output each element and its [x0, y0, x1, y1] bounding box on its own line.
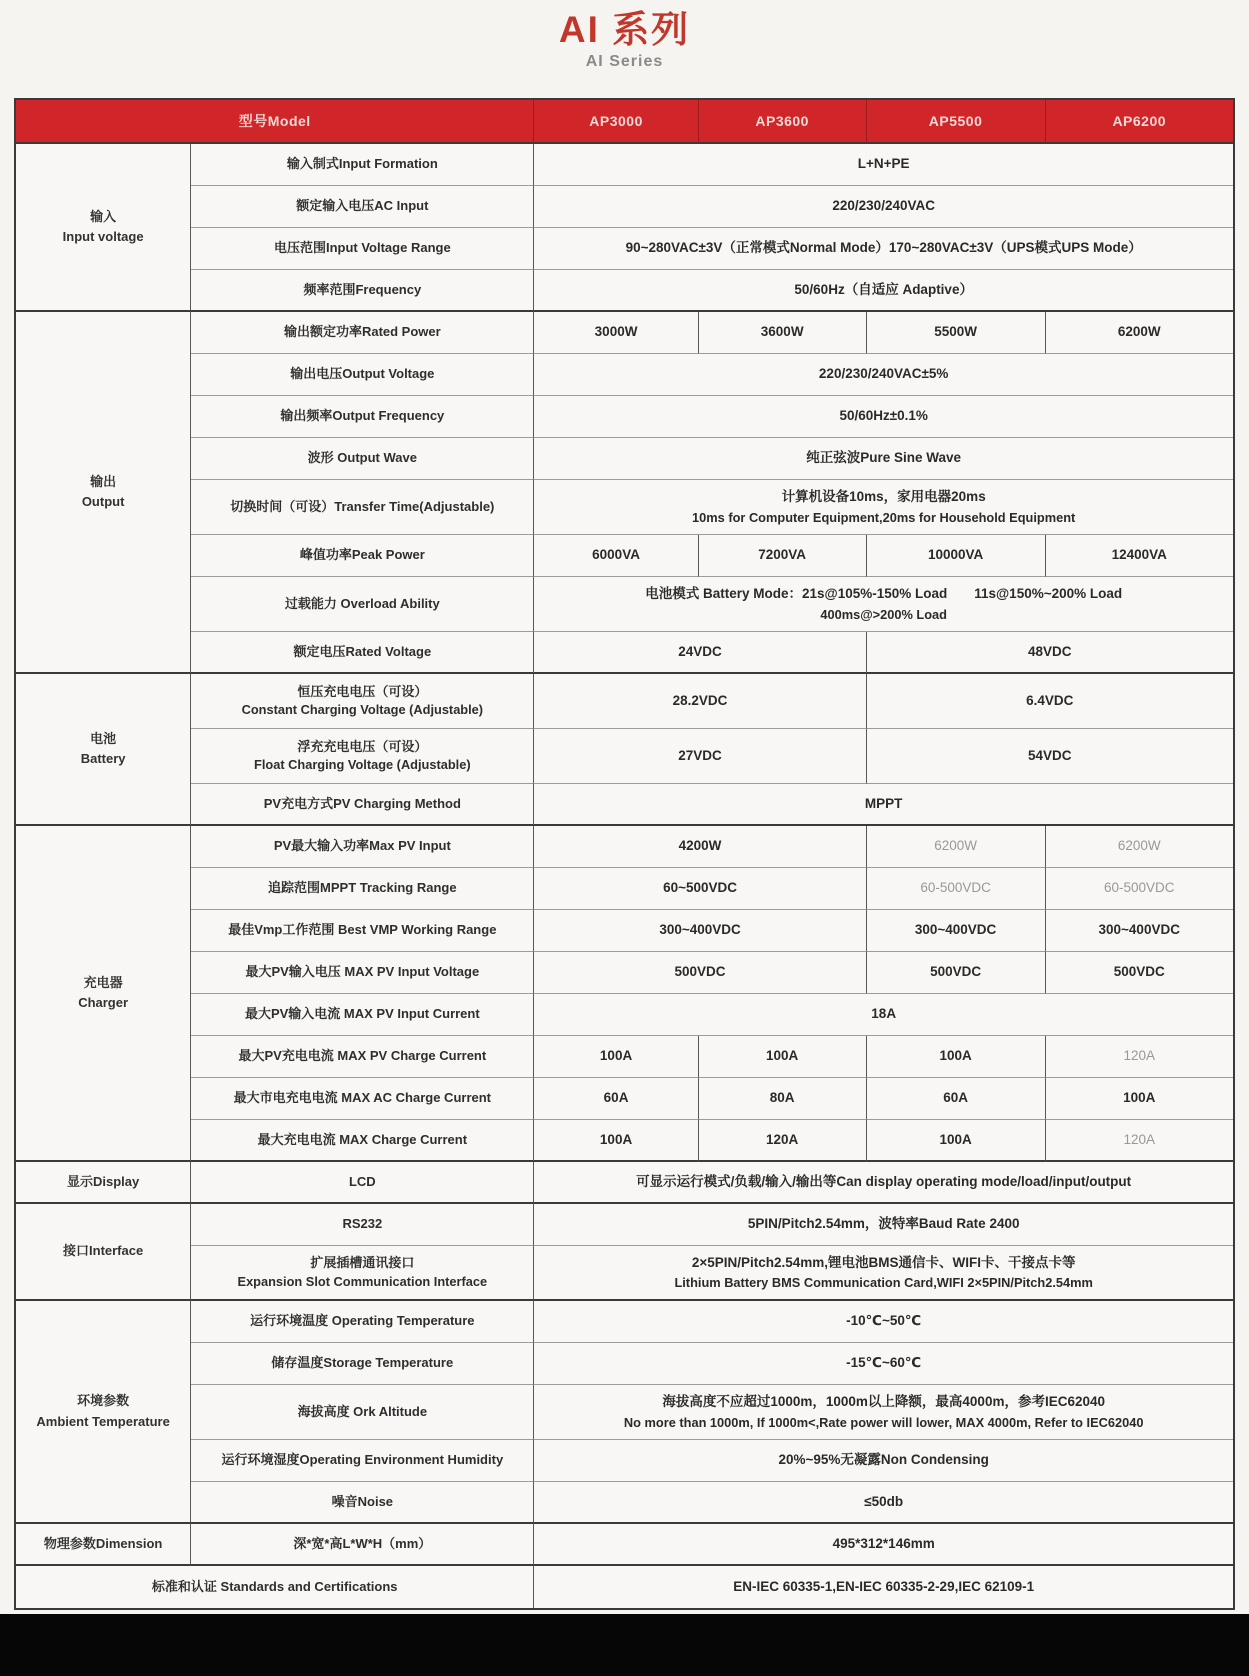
spec-row-label-text: PV最大输入功率Max PV Input — [273, 838, 451, 854]
spec-row-label — [16, 1566, 534, 1608]
spec-value-cell — [534, 1385, 1233, 1440]
spec-value-cell — [534, 729, 866, 784]
group-label-text: 接口Interface — [63, 1243, 144, 1259]
group-label-text: Ambient Temperature — [36, 1413, 170, 1429]
spec-value-cell-text: 60A — [943, 1090, 968, 1106]
spec-value-cell — [534, 1204, 1233, 1246]
spec-row-label — [191, 632, 534, 674]
spec-row-label-text: 储存温度Storage Temperature — [271, 1355, 454, 1371]
spec-value-cell-text: 计算机设备10ms，家用电器20ms — [781, 489, 986, 505]
group-label — [16, 144, 191, 312]
spec-value-cell — [1046, 312, 1233, 354]
spec-value-cell-text: 27VDC — [678, 747, 722, 763]
spec-row-label-text: Constant Charging Voltage (Adjustable) — [241, 702, 484, 718]
spec-value-cell-text: 300~400VDC — [914, 922, 997, 938]
spec-row-label-text: 追踪范围MPPT Tracking Range — [268, 880, 457, 896]
spec-row-label-text: 深*宽*高L*W*H（mm） — [293, 1535, 432, 1551]
spec-value-cell — [1046, 952, 1233, 994]
spec-row-label-text: PV充电方式PV Charging Method — [263, 795, 461, 811]
spec-value-cell-text: 48VDC — [1028, 643, 1072, 659]
spec-row-label-text: 浮充充电电压（可设） — [297, 738, 428, 754]
spec-value-cell — [699, 1120, 867, 1162]
spec-value-cell-text: 50/60Hz±0.1% — [839, 408, 928, 424]
spec-row-label-text: 噪音Noise — [331, 1493, 394, 1509]
spec-value-cell-text: L+N+PE — [857, 156, 910, 172]
spec-value-cell — [1046, 1078, 1233, 1120]
spec-value-cell — [867, 1078, 1046, 1120]
spec-row-label-text: 最大充电电流 MAX Charge Current — [257, 1131, 468, 1147]
spec-value-cell — [534, 228, 1233, 270]
spec-value-cell-text: 3000W — [594, 324, 638, 340]
spec-value-cell — [534, 438, 1233, 480]
spec-row-label — [191, 480, 534, 535]
spec-value-cell-text: 6000VA — [592, 547, 640, 563]
spec-row-label — [191, 952, 534, 994]
spec-row-label — [191, 1078, 534, 1120]
spec-row-label — [191, 674, 534, 729]
spec-row-label — [191, 1385, 534, 1440]
spec-row-label — [191, 144, 534, 186]
page-title: AI 系列 — [558, 9, 691, 50]
spec-row-label — [191, 994, 534, 1036]
spec-row-label-text: 运行环境温度 Operating Temperature — [250, 1313, 475, 1329]
spec-value-cell — [534, 577, 1233, 632]
spec-value-cell — [699, 1078, 867, 1120]
model-column-header-text: AP3000 — [589, 113, 643, 129]
spec-row-label-text: 频率范围Frequency — [303, 281, 422, 297]
spec-value-cell-text: 海拔高度不应超过1000m，1000m以上降额，最高4000m，参考IEC62040 — [662, 1394, 1105, 1410]
spec-value-cell-text: 10000VA — [927, 547, 984, 563]
spec-value-cell-text: 6200W — [1117, 324, 1161, 340]
group-label-text: Output — [81, 494, 125, 509]
spec-value-cell-text: 50/60Hz（自适应 Adaptive） — [794, 281, 973, 297]
model-column-header-text: AP5500 — [928, 113, 983, 129]
spec-row-label — [191, 438, 534, 480]
bottom-black-bar — [0, 1614, 1249, 1676]
spec-value-cell-text: 2×5PIN/Pitch2.54mm,锂电池BMS通信卡、WIFI卡、干接点卡等 — [691, 1254, 1076, 1270]
spec-row-label — [191, 1162, 534, 1204]
model-column-header — [867, 100, 1046, 144]
spec-row-label — [191, 1036, 534, 1078]
spec-value-cell-text: -10℃~50℃ — [846, 1313, 922, 1329]
spec-row-label — [191, 868, 534, 910]
group-label-text: 输出 — [90, 473, 117, 489]
spec-value-cell-text: 20%~95%无凝露Non Condensing — [778, 1452, 989, 1468]
spec-row-label-text: 最大PV输入电流 MAX PV Input Current — [244, 1006, 480, 1022]
spec-value-cell — [534, 994, 1233, 1036]
spec-row-label-text: Expansion Slot Communication Interface — [237, 1273, 488, 1289]
spec-value-cell — [534, 1120, 698, 1162]
model-column-header — [1046, 100, 1233, 144]
spec-value-cell — [867, 952, 1046, 994]
spec-value-cell — [534, 1566, 1233, 1608]
spec-value-cell — [867, 535, 1046, 577]
spec-row-label — [191, 186, 534, 228]
spec-value-cell-text: 28.2VDC — [672, 692, 728, 708]
spec-row-label — [191, 1120, 534, 1162]
spec-row-label-text: 标准和认证 Standards and Certifications — [151, 1578, 398, 1594]
spec-value-cell — [867, 910, 1046, 952]
spec-value-cell — [1046, 535, 1233, 577]
spec-value-cell-text: 24VDC — [678, 643, 722, 659]
spec-value-cell — [534, 480, 1233, 535]
spec-value-cell — [534, 535, 698, 577]
spec-row-label-text: 电压范围Input Voltage Range — [273, 240, 451, 256]
group-label — [16, 1301, 191, 1524]
spec-value-cell — [867, 868, 1046, 910]
spec-row-label-text: 扩展插槽通讯接口 — [310, 1255, 415, 1271]
model-column-header — [534, 100, 698, 144]
model-column-header-text: AP3600 — [755, 113, 809, 129]
group-label-text: 显示Display — [66, 1173, 140, 1189]
spec-value-cell — [534, 784, 1233, 826]
spec-value-cell-text: ≤50db — [864, 1493, 904, 1509]
spec-value-cell-text: 60A — [603, 1090, 629, 1106]
spec-value-cell-text: 220/230/240VAC±5% — [818, 366, 949, 382]
model-header-cell — [16, 100, 534, 144]
spec-value-cell-text: 12400VA — [1111, 547, 1167, 563]
spec-value-cell-text: 5PIN/Pitch2.54mm，波特率Baud Rate 2400 — [747, 1216, 1020, 1232]
spec-value-cell-text: 90~280VAC±3V（正常模式Normal Mode）170~280VAC±3V（UPS模式UPS Mode） — [625, 240, 1142, 256]
spec-row-label-text: 过载能力 Overload Ability — [284, 595, 440, 611]
model-column-header — [699, 100, 867, 144]
spec-value-cell-text: 6200W — [1117, 838, 1161, 854]
spec-value-cell-text: 60~500VDC — [663, 880, 737, 896]
spec-value-cell — [534, 868, 866, 910]
spec-value-cell — [867, 826, 1046, 868]
spec-value-cell-text: 80A — [769, 1090, 795, 1106]
spec-table — [14, 98, 1235, 1610]
group-label-text: 充电器 — [83, 974, 123, 990]
spec-row-label-text: 峰值功率Peak Power — [299, 547, 425, 563]
spec-sheet-page — [0, 10, 1249, 1676]
spec-row-label-text: 恒压充电电压（可设） — [297, 683, 428, 699]
spec-value-cell-text: 6200W — [934, 838, 977, 854]
spec-value-cell — [534, 270, 1233, 312]
group-label-text: 环境参数 — [77, 1393, 130, 1409]
group-label-text: Battery — [80, 751, 126, 766]
spec-row-label-text: Float Charging Voltage (Adjustable) — [254, 757, 471, 773]
group-label — [16, 312, 191, 674]
spec-value-cell-text: 5500W — [934, 324, 977, 340]
spec-value-cell — [534, 186, 1233, 228]
spec-value-cell-text: 500VDC — [1113, 964, 1165, 980]
group-label — [16, 674, 191, 826]
spec-value-cell-text: 3600W — [760, 324, 804, 340]
spec-row-label — [191, 354, 534, 396]
spec-row-label — [191, 396, 534, 438]
spec-value-cell-text: 400ms@>200% Load — [820, 606, 947, 622]
spec-value-cell — [867, 674, 1233, 729]
spec-row-label — [191, 826, 534, 868]
spec-value-cell-text: 495*312*146mm — [832, 1535, 935, 1551]
spec-value-cell-text: 60-500VDC — [920, 880, 991, 896]
spec-value-cell — [534, 354, 1233, 396]
spec-value-cell-text: 500VDC — [930, 964, 982, 980]
spec-row-label-text: 波形 Output Wave — [307, 450, 417, 466]
spec-row-label-text: 最大PV输入电压 MAX PV Input Voltage — [245, 964, 480, 980]
spec-value-cell — [534, 1524, 1233, 1566]
spec-row-label-text: 输入制式Input Formation — [286, 156, 438, 172]
spec-value-cell-text: 100A — [939, 1048, 972, 1064]
spec-value-cell — [534, 952, 866, 994]
spec-value-cell — [867, 729, 1233, 784]
spec-value-cell-text: 7200VA — [758, 547, 807, 563]
model-header-cell-text: 型号Model — [238, 113, 311, 129]
spec-value-cell — [1046, 910, 1233, 952]
spec-value-cell-text: 54VDC — [1028, 747, 1072, 763]
group-label-text: Charger — [78, 995, 129, 1010]
spec-value-cell — [534, 1440, 1233, 1482]
spec-row-label-text: RS232 — [342, 1216, 383, 1232]
spec-value-cell-text: 4200W — [678, 838, 722, 854]
spec-row-label — [191, 1440, 534, 1482]
spec-value-cell-text: 100A — [766, 1048, 799, 1064]
spec-value-cell — [534, 1343, 1233, 1385]
spec-value-cell-text: Lithium Battery BMS Communication Card,WIFI 2×5PIN/Pitch2.54mm — [674, 1275, 1093, 1291]
group-label — [16, 1204, 191, 1301]
spec-row-label-text: 切换时间（可设）Transfer Time(Adjustable) — [230, 498, 495, 514]
spec-row-label-text: 额定电压Rated Voltage — [293, 643, 432, 659]
spec-row-label — [191, 1246, 534, 1301]
spec-value-cell — [534, 1246, 1233, 1301]
spec-row-label — [191, 729, 534, 784]
group-label — [16, 1524, 191, 1566]
spec-value-cell — [1046, 868, 1233, 910]
spec-value-cell — [534, 144, 1233, 186]
spec-row-label — [191, 535, 534, 577]
spec-value-cell — [1046, 1036, 1233, 1078]
spec-value-cell-text: 可显示运行模式/负载/输入/输出等Can display operating mode/load/input/output — [636, 1173, 1132, 1189]
spec-row-label — [191, 1524, 534, 1566]
spec-value-cell-text: 100A — [1123, 1090, 1156, 1106]
spec-value-cell-text: 220/230/240VAC — [832, 198, 935, 214]
spec-value-cell-text: 10ms for Computer Equipment,20ms for Household Equipment — [692, 509, 1076, 525]
spec-value-cell — [867, 312, 1046, 354]
spec-value-cell-text: No more than 1000m, If 1000m<,Rate power will lower, MAX 4000m, Refer to IEC62040 — [623, 1414, 1144, 1430]
spec-value-cell-text: MPPT — [864, 795, 903, 811]
spec-value-cell-text: -15℃~60℃ — [846, 1355, 922, 1371]
spec-value-cell — [534, 312, 698, 354]
spec-row-label-text: 最佳Vmp工作范围 Best VMP Working Range — [228, 922, 497, 938]
spec-value-cell — [534, 1162, 1233, 1204]
spec-value-cell — [1046, 1120, 1233, 1162]
spec-value-cell — [1046, 826, 1233, 868]
spec-value-cell — [699, 535, 867, 577]
spec-value-cell — [867, 632, 1233, 674]
spec-value-cell — [867, 1036, 1046, 1078]
group-label — [16, 1162, 191, 1204]
spec-value-cell-text: 100A — [599, 1048, 633, 1064]
spec-row-label — [191, 910, 534, 952]
group-label-text: 输入 — [90, 208, 117, 224]
spec-value-cell — [699, 1036, 867, 1078]
spec-value-cell-text: 纯正弦波Pure Sine Wave — [806, 450, 962, 466]
group-label-text: 物理参数Dimension — [43, 1535, 163, 1551]
spec-row-label — [191, 1343, 534, 1385]
group-label-text: 电池 — [90, 730, 117, 746]
spec-value-cell — [534, 396, 1233, 438]
spec-row-label — [191, 312, 534, 354]
spec-value-cell-text: 100A — [939, 1131, 972, 1147]
spec-value-cell-text: 电池模式 Battery Mode：21s@105%-150% Load 11s@150%~200% Load — [645, 586, 1123, 602]
spec-row-label — [191, 1301, 534, 1343]
spec-value-cell-text: 120A — [1123, 1131, 1155, 1147]
spec-row-label-text: LCD — [348, 1173, 376, 1189]
spec-row-label — [191, 1204, 534, 1246]
spec-value-cell — [534, 632, 866, 674]
spec-value-cell — [534, 826, 866, 868]
spec-value-cell — [534, 1078, 698, 1120]
page-subtitle: AI Series — [585, 52, 664, 70]
spec-value-cell — [534, 1036, 698, 1078]
group-label — [16, 826, 191, 1162]
spec-value-cell — [534, 1482, 1233, 1524]
spec-value-cell — [867, 1120, 1046, 1162]
spec-value-cell — [699, 312, 867, 354]
spec-value-cell-text: 120A — [1123, 1048, 1155, 1064]
spec-row-label — [191, 270, 534, 312]
spec-row-label — [191, 577, 534, 632]
spec-row-label-text: 海拔高度 Ork Altitude — [297, 1403, 428, 1419]
spec-row-label-text: 输出频率Output Frequency — [280, 408, 445, 424]
spec-value-cell-text: 60-500VDC — [1103, 880, 1175, 896]
spec-value-cell-text: 100A — [599, 1131, 633, 1147]
spec-row-label-text: 输出额定功率Rated Power — [283, 324, 441, 340]
spec-row-label-text: 运行环境湿度Operating Environment Humidity — [221, 1452, 504, 1468]
spec-value-cell-text: 6.4VDC — [1026, 692, 1074, 708]
spec-value-cell-text: 120A — [766, 1131, 799, 1147]
spec-row-label — [191, 784, 534, 826]
spec-row-label-text: 输出电压Output Voltage — [290, 366, 435, 382]
spec-value-cell-text: EN-IEC 60335-1,EN-IEC 60335-2-29,IEC 62109-1 — [733, 1578, 1035, 1594]
spec-value-cell — [534, 674, 866, 729]
spec-row-label — [191, 1482, 534, 1524]
model-column-header-text: AP6200 — [1112, 113, 1167, 129]
spec-row-label-text: 最大PV充电电流 MAX PV Charge Current — [238, 1048, 487, 1064]
spec-value-cell-text: 300~400VDC — [1098, 922, 1180, 938]
spec-value-cell-text: 500VDC — [674, 964, 726, 980]
spec-value-cell-text: 300~400VDC — [659, 922, 741, 938]
spec-row-label — [191, 228, 534, 270]
group-label-text: Input voltage — [62, 229, 144, 244]
spec-row-label-text: 最大市电充电电流 MAX AC Charge Current — [233, 1090, 492, 1106]
spec-value-cell — [534, 1301, 1233, 1343]
spec-row-label-text: 额定输入电压AC Input — [296, 198, 429, 214]
spec-value-cell — [534, 910, 866, 952]
spec-value-cell-text: 18A — [871, 1006, 897, 1022]
